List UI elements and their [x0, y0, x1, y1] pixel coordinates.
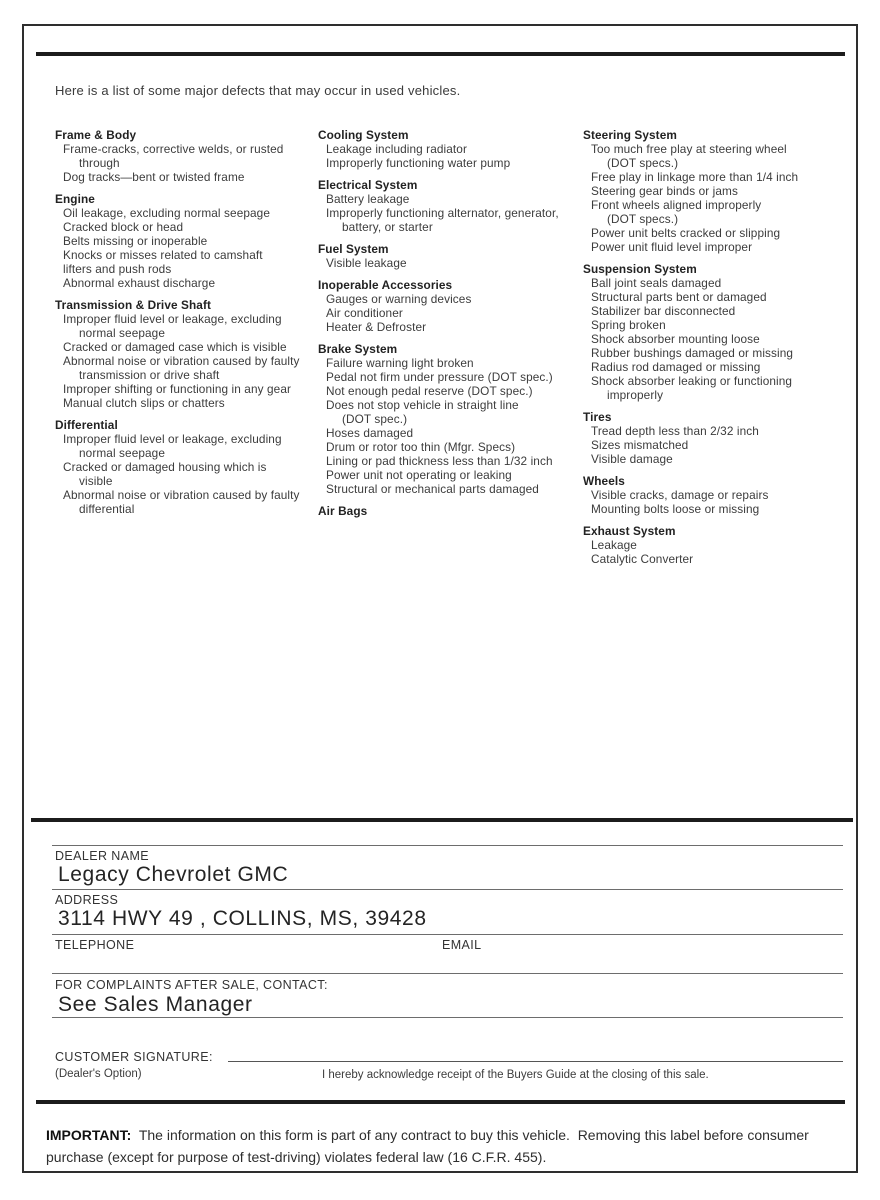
divider-line [52, 934, 843, 935]
defect-section-heading: Steering System [583, 128, 677, 142]
defect-line: improperly [607, 388, 664, 402]
dealer-name-label: DEALER NAME [55, 849, 150, 863]
defect-line: visible [79, 474, 113, 488]
divider-line [52, 1017, 843, 1018]
defect-section [55, 418, 307, 516]
divider-line [52, 889, 843, 890]
address-value: 3114 HWY 49 , COLLINS, MS, 39428 [58, 907, 427, 930]
defect-line: Failure warning light broken [326, 356, 474, 370]
defect-column-2 [318, 128, 572, 526]
defect-line: Power unit not operating or leaking [326, 468, 512, 482]
defect-line: Hoses damaged [326, 426, 414, 440]
defect-section [583, 524, 845, 566]
defect-line: battery, or starter [342, 220, 433, 234]
defect-line: Drum or rotor too thin (Mfgr. Specs) [326, 440, 516, 454]
defect-section-heading: Cooling System [318, 128, 409, 142]
customer-signature-label: CUSTOMER SIGNATURE: [55, 1050, 213, 1064]
defect-line: Abnormal noise or vibration caused by faulty [63, 488, 300, 502]
bottom-thick-rule [36, 1100, 845, 1104]
defect-line: Cracked block or head [63, 220, 184, 234]
defect-section-heading: Inoperable Accessories [318, 278, 453, 292]
defect-line: Air conditioner [326, 306, 403, 320]
defect-line: Cracked or damaged housing which is [63, 460, 267, 474]
important-body: The information on this form is part of any contract to buy this vehicle. Removing this label before consumer purchase (except for purpose of test-driving) violates federal law (16 C.F.R. 455). [46, 1127, 813, 1165]
top-thick-rule [36, 52, 845, 56]
signature-line [228, 1061, 843, 1062]
defect-section-heading: Tires [583, 410, 612, 424]
defect-line: normal seepage [79, 446, 165, 460]
defect-line: Visible leakage [326, 256, 407, 270]
defect-section-heading: Suspension System [583, 262, 697, 276]
defect-line: Improper shifting or functioning in any gear [63, 382, 292, 396]
defect-section-heading: Frame & Body [55, 128, 137, 142]
defect-column-3 [583, 128, 845, 574]
important-notice [46, 1124, 838, 1168]
defect-line: differential [79, 502, 135, 516]
defect-section-heading: Differential [55, 418, 118, 432]
defect-line: Sizes mismatched [591, 438, 689, 452]
defect-section-heading: Electrical System [318, 178, 418, 192]
defect-line: Free play in linkage more than 1/4 inch [591, 170, 799, 184]
defect-line: lifters and push rods [63, 262, 172, 276]
defect-line: Mounting bolts loose or missing [591, 502, 760, 516]
defect-line: Too much free play at steering wheel [591, 142, 787, 156]
defect-section [55, 192, 307, 290]
defect-line: Steering gear binds or jams [591, 184, 738, 198]
defect-line: Frame-cracks, corrective welds, or rusted [63, 142, 284, 156]
defect-section [318, 504, 572, 518]
defect-section-heading: Transmission & Drive Shaft [55, 298, 212, 312]
defect-line: Leakage including radiator [326, 142, 467, 156]
defect-line: Pedal not firm under pressure (DOT spec.) [326, 370, 553, 384]
defect-line: Structural or mechanical parts damaged [326, 482, 539, 496]
defect-line: Radius rod damaged or missing [591, 360, 761, 374]
defect-line: Improperly functioning water pump [326, 156, 511, 170]
defect-line: Ball joint seals damaged [591, 276, 722, 290]
defect-line: Stabilizer bar disconnected [591, 304, 736, 318]
defect-section [55, 128, 307, 184]
defect-line: Improper fluid level or leakage, excluding [63, 312, 282, 326]
defect-line: Power unit belts cracked or slipping [591, 226, 781, 240]
defect-section [318, 128, 572, 170]
defect-section [318, 342, 572, 496]
dealers-option-note: (Dealer's Option) [55, 1068, 142, 1080]
important-label: IMPORTANT: [46, 1127, 132, 1143]
defect-line: (DOT specs.) [607, 156, 679, 170]
defect-line: Shock absorber mounting loose [591, 332, 760, 346]
defect-line: Improper fluid level or leakage, excluding [63, 432, 282, 446]
defect-column-1 [55, 128, 307, 524]
defect-line: (DOT specs.) [607, 212, 679, 226]
defect-section-heading: Brake System [318, 342, 398, 356]
defect-line: (DOT spec.) [342, 412, 408, 426]
defect-line: through [79, 156, 120, 170]
defect-line: Belts missing or inoperable [63, 234, 208, 248]
defect-line: Lining or pad thickness less than 1/32 inch [326, 454, 553, 468]
defect-line: Improperly functioning alternator, generator, [326, 206, 559, 220]
acknowledgement-text: I hereby acknowledge receipt of the Buyers Guide at the closing of this sale. [322, 1069, 709, 1081]
email-label: EMAIL [442, 938, 482, 952]
defect-line: Cracked or damaged case which is visible [63, 340, 287, 354]
defect-line: Front wheels aligned improperly [591, 198, 762, 212]
defect-section [318, 278, 572, 334]
defect-line: Not enough pedal reserve (DOT spec.) [326, 384, 533, 398]
defect-section [583, 128, 845, 254]
defect-line: Abnormal exhaust discharge [63, 276, 216, 290]
defect-line: Dog tracks—bent or twisted frame [63, 170, 245, 184]
defect-line: Tread depth less than 2/32 inch [591, 424, 759, 438]
defect-line: Spring broken [591, 318, 666, 332]
defect-section [318, 178, 572, 234]
divider-line [52, 845, 843, 846]
defect-line: Does not stop vehicle in straight line [326, 398, 519, 412]
telephone-label: TELEPHONE [55, 938, 135, 952]
defect-section-heading: Fuel System [318, 242, 389, 256]
intro-text: Here is a list of some major defects that may occur in used vehicles. [55, 83, 461, 98]
complaints-contact-label: FOR COMPLAINTS AFTER SALE, CONTACT: [55, 978, 328, 992]
defect-line: Manual clutch slips or chatters [63, 396, 225, 410]
defect-line: Shock absorber leaking or functioning [591, 374, 793, 388]
defect-section-heading: Engine [55, 192, 95, 206]
middle-thick-rule [31, 818, 853, 822]
defect-line: Rubber bushings damaged or missing [591, 346, 794, 360]
defect-line: Oil leakage, excluding normal seepage [63, 206, 270, 220]
defect-line: Power unit fluid level improper [591, 240, 753, 254]
defect-line: Gauges or warning devices [326, 292, 472, 306]
defect-section [583, 262, 845, 402]
defect-section-heading: Exhaust System [583, 524, 676, 538]
defect-line: Heater & Defroster [326, 320, 427, 334]
defect-line: Abnormal noise or vibration caused by faulty [63, 354, 300, 368]
defect-line: Leakage [591, 538, 637, 552]
defect-line: Catalytic Converter [591, 552, 694, 566]
defect-line: Knocks or misses related to camshaft [63, 248, 263, 262]
divider-line [52, 973, 843, 974]
address-label: ADDRESS [55, 893, 119, 907]
complaints-contact-value: See Sales Manager [58, 993, 253, 1016]
defect-section [583, 474, 845, 516]
defect-section-heading: Air Bags [318, 504, 368, 518]
dealer-name-value: Legacy Chevrolet GMC [58, 863, 289, 886]
defect-line: Visible cracks, damage or repairs [591, 488, 769, 502]
defect-section [55, 298, 307, 410]
defect-section [318, 242, 572, 270]
defect-line: Visible damage [591, 452, 673, 466]
defect-line: normal seepage [79, 326, 165, 340]
defect-section-heading: Wheels [583, 474, 625, 488]
defect-line: Structural parts bent or damaged [591, 290, 767, 304]
defect-section [583, 410, 845, 466]
defect-line: Battery leakage [326, 192, 410, 206]
defect-line: transmission or drive shaft [79, 368, 220, 382]
